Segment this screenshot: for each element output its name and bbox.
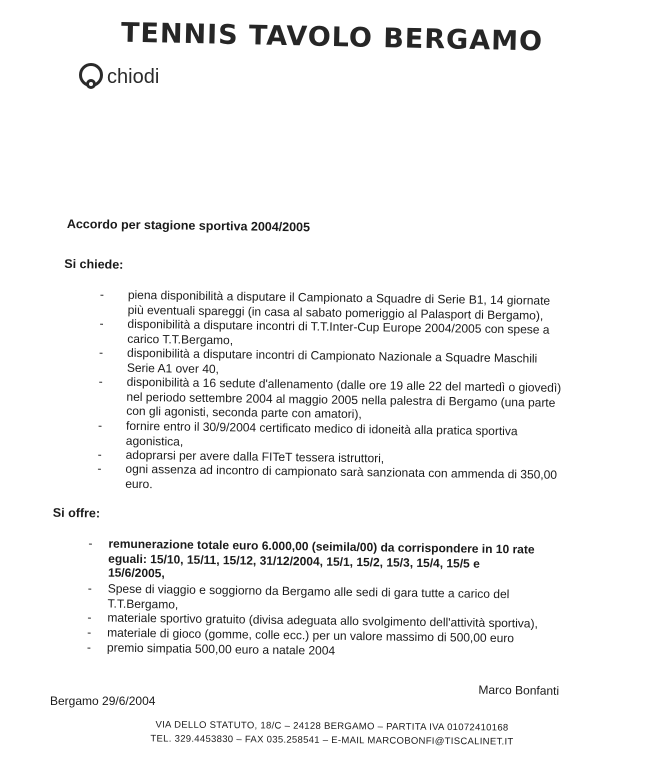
bullet-dash: - (99, 287, 104, 302)
bullet-dash: - (97, 461, 102, 476)
bullet-dash: - (98, 374, 103, 389)
list-item: Spese di viaggio e soggiorno da Bergamo alle sedi di gara tutte a carico del T.T.Bergamo, (107, 581, 510, 612)
bullet-dash: - (99, 316, 104, 331)
list-item: fornire entro il 30/9/2004 certificato medico di idoneità alla pratica sportiva agonistica, (125, 418, 518, 449)
list-item: disponibilità a disputare incontri di Campionato Nazionale a Squadre Maschili Serie A1 over 40, (126, 345, 538, 376)
list-item: materiale sportivo gratuito (divisa adeguata allo svolgimento dell'attività sportiva), (107, 610, 538, 631)
bullet-dash: - (97, 447, 102, 462)
list-item: remunerazione totale euro 6.000,00 (seimila/00) da corrispondere in 10 rate eguali: 15/10, 15/11, 15/12, 31/12/2004, 15/1, 15/2, 15/3, 15/4, 15/5 e 15/6/2005, (107, 536, 535, 581)
list-item: premio simpatia 500,00 euro a natale 2004 (106, 640, 336, 658)
bullet-dash: - (86, 640, 92, 655)
offers-heading: Si offre: (52, 505, 101, 521)
list-item: adoprarsi per avere dalla FITeT tessera istruttori, (125, 447, 385, 466)
signature-name: Marco Bonfanti (478, 682, 560, 698)
subject-line: Accordo per stagione sportiva 2004/2005 (66, 216, 311, 235)
bullet-dash: - (87, 625, 92, 640)
bullet-dash: - (88, 536, 93, 551)
letterhead-title: TENNIS TAVOLO BERGAMO (120, 17, 544, 58)
bullet-dash: - (87, 610, 92, 625)
bullet-dash: - (87, 581, 92, 596)
place-date: Bergamo 29/6/2004 (50, 694, 156, 708)
logo-text: chiodi (107, 66, 160, 88)
list-item: disponibilità a 16 sedute d'allenamento (dalle ore 19 alle 22 del martedì o giovedì) nel periodo settembre 2004 al maggio 2005 nella palestra di Bergamo (una parte con gli agonisti, seconda parte con amatori), (126, 374, 562, 422)
bullet-dash: - (98, 345, 104, 360)
list-item: ogni assenza ad incontro di campionato sarà sanzionata con ammenda di 350,00 euro. (125, 461, 558, 491)
list-item: materiale di gioco (gomme, colle ecc.) per un valore massimo di 500,00 euro (107, 625, 515, 646)
list-item: piena disponibilità a disputare il Campionato a Squadre di Serie B1, 14 giornate più eventuali spareggi (in casa al sabato pomeriggio al Palasport di Bergamo), (127, 287, 551, 323)
footer-contacts: TEL. 329.4453830 – FAX 035.258541 – E-MAIL MARCOBONFI@TISCALINET.IT (150, 733, 514, 748)
bullet-dash: - (97, 418, 103, 433)
asks-heading: Si chiede: (64, 256, 124, 272)
footer-address: VIA DELLO STATUTO, 18/C – 24128 BERGAMO – PARTITA IVA 01072410168 (155, 719, 509, 734)
list-item: disponibilità a disputare incontri di T.T.Inter-Cup Europe 2004/2005 con spese a carico T.T.Bergamo, (127, 316, 550, 347)
